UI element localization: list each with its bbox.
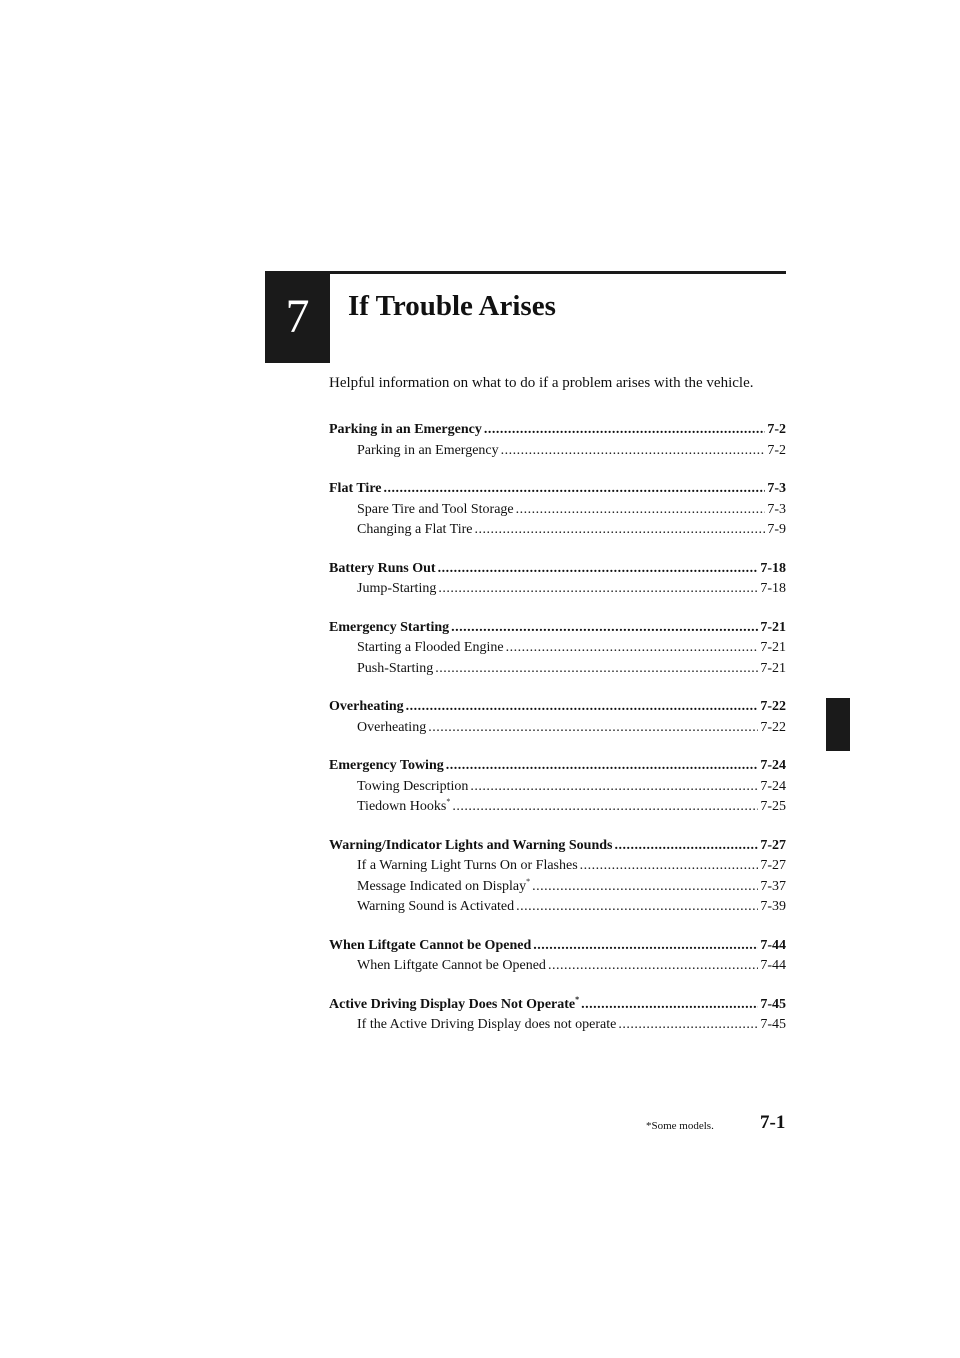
- toc-dot-leader: [452, 797, 758, 817]
- toc-dot-leader: [475, 520, 766, 540]
- toc-entry-title: [357, 897, 514, 917]
- toc-dot-leader: [435, 659, 758, 679]
- toc-dot-leader: [614, 836, 758, 856]
- toc-dot-leader: [548, 956, 758, 976]
- toc-entry-title-text: Warning Sound is Activated: [357, 899, 515, 914]
- toc-section: [329, 995, 786, 1036]
- toc-entry-title: [329, 479, 382, 499]
- toc-section: [329, 936, 786, 977]
- chapter-header-rule: [265, 271, 786, 274]
- toc-entry-title: [357, 638, 504, 658]
- toc-section: [329, 836, 786, 918]
- toc-entry-title-text: Overheating: [357, 719, 427, 735]
- toc-entry-page: 7-24: [760, 758, 786, 773]
- toc-entry-title-text: Tiedown Hooks: [357, 799, 447, 814]
- toc-subsection-entry[interactable]: [329, 856, 786, 877]
- toc-section-entry[interactable]: [329, 995, 786, 1016]
- toc-entry-title-text: Push-Starting: [357, 660, 434, 676]
- toc-entry-page: 7-3: [767, 481, 786, 496]
- toc-subsection-entry[interactable]: [329, 797, 786, 818]
- toc-dot-leader: [516, 897, 758, 917]
- toc-entry-page: 7-45: [760, 996, 786, 1012]
- toc-dot-leader: [438, 579, 758, 599]
- toc-dot-leader: [533, 936, 758, 956]
- toc-entry-page: 7-3: [767, 501, 786, 517]
- toc-section: [329, 756, 786, 818]
- toc-entry-page: 7-2: [767, 442, 786, 458]
- toc-subsection-entry[interactable]: [329, 520, 786, 541]
- toc-entry-page: 7-21: [760, 619, 786, 635]
- toc-entry-page: 7-25: [760, 799, 786, 814]
- toc-entry-title: [357, 856, 578, 876]
- chapter-title: If Trouble Arises: [348, 290, 556, 322]
- toc-entry-title-text: Warning/Indicator Lights and Warning Sounds: [329, 837, 613, 853]
- toc-entry-footnote-marker: *: [446, 797, 451, 806]
- toc-entry-page: 7-44: [760, 958, 786, 973]
- toc-entry-title: [329, 936, 531, 956]
- toc-entry-page: 7-27: [760, 837, 786, 853]
- toc-entry-title-text: Emergency Starting: [329, 619, 450, 635]
- toc-entry-title: [357, 777, 468, 797]
- toc-entry-page: 7-21: [760, 640, 786, 655]
- toc-entry-footnote-marker: *: [526, 876, 531, 886]
- toc-entry-title-text: Battery Runs Out: [329, 560, 436, 576]
- toc-entry-page: 7-18: [760, 581, 786, 596]
- toc-dot-leader: [516, 500, 766, 520]
- toc-dot-leader: [532, 877, 758, 897]
- toc-dot-leader: [501, 441, 766, 461]
- toc-entry-page: 7-37: [760, 878, 786, 894]
- toc-entry-title-text: Changing a Flat Tire: [357, 522, 473, 537]
- toc-subsection-entry[interactable]: [329, 441, 786, 462]
- toc-entry-title-text: Spare Tire and Tool Storage: [357, 501, 514, 517]
- toc-dot-leader: [580, 856, 759, 876]
- toc-subsection-entry[interactable]: [329, 579, 786, 600]
- toc-section-entry[interactable]: [329, 756, 786, 777]
- toc-subsection-entry[interactable]: [329, 500, 786, 521]
- toc-section-entry[interactable]: [329, 936, 786, 957]
- chapter-header: [265, 271, 786, 363]
- toc-entry-title: [357, 797, 450, 817]
- toc-entry-title: [329, 756, 444, 776]
- toc-entry-title: [357, 718, 426, 738]
- toc-entry-title-text: Emergency Towing: [329, 758, 444, 773]
- toc-entry-title: [357, 520, 473, 540]
- toc-entry-page: 7-45: [760, 1017, 786, 1032]
- toc-entry-title: [329, 559, 436, 579]
- toc-entry-title-text: Overheating: [329, 699, 404, 714]
- toc-section-entry[interactable]: [329, 618, 786, 639]
- toc-entry-title-text: Active Driving Display Does Not Operate: [329, 996, 576, 1012]
- toc-section: [329, 697, 786, 738]
- toc-entry-page: 7-39: [760, 899, 786, 914]
- toc-dot-leader: [618, 1015, 758, 1035]
- toc-dot-leader: [384, 479, 766, 499]
- toc-entry-title: [329, 836, 612, 856]
- toc-section-entry[interactable]: [329, 559, 786, 580]
- toc-section: [329, 559, 786, 600]
- chapter-thumb-tab: [826, 698, 850, 751]
- toc-entry-title: [329, 420, 482, 440]
- toc-subsection-entry[interactable]: [329, 956, 786, 977]
- toc-subsection-entry[interactable]: [329, 877, 786, 898]
- toc-entry-title: [329, 618, 449, 638]
- toc-entry-page: 7-9: [767, 522, 786, 537]
- toc-entry-title: [357, 579, 436, 599]
- toc-entry-title: [357, 877, 530, 897]
- page-number: 7-1: [760, 1112, 786, 1133]
- toc-dot-leader: [506, 638, 759, 658]
- toc-section-entry[interactable]: [329, 697, 786, 718]
- toc-entry-footnote-marker: *: [575, 994, 580, 1004]
- toc-entry-title: [357, 659, 433, 679]
- toc-dot-leader: [428, 718, 758, 738]
- footnote: *Some models.: [646, 1120, 714, 1132]
- toc-section-entry[interactable]: [329, 479, 786, 500]
- toc-entry-page: 7-22: [760, 699, 786, 714]
- toc-section: [329, 420, 786, 461]
- toc-dot-leader: [438, 559, 759, 579]
- toc-dot-leader: [446, 756, 759, 776]
- toc-section: [329, 479, 786, 541]
- toc-entry-page: 7-2: [767, 422, 786, 437]
- toc-subsection-entry[interactable]: [329, 777, 786, 798]
- toc-entry-title-text: If the Active Driving Display does not operate: [357, 1017, 617, 1032]
- chapter-intro: Helpful information on what to do if a problem arises with the vehicle.: [329, 375, 754, 391]
- toc-entry-title-text: Starting a Flooded Engine: [357, 640, 504, 655]
- toc-entry-title: [329, 697, 404, 717]
- toc-entry-page: 7-27: [760, 858, 786, 873]
- toc-subsection-entry[interactable]: [329, 659, 786, 680]
- toc-entry-page: 7-22: [760, 719, 786, 735]
- toc-entry-title-text: When Liftgate Cannot be Opened: [357, 958, 546, 973]
- toc-entry-title-text: Flat Tire: [329, 481, 382, 496]
- toc-entry-title-text: Message Indicated on Display: [357, 878, 527, 894]
- toc-section-entry[interactable]: [329, 836, 786, 857]
- toc-entry-title: [329, 995, 579, 1015]
- toc-subsection-entry[interactable]: [329, 638, 786, 659]
- toc-entry-title-text: When Liftgate Cannot be Opened: [329, 937, 532, 953]
- toc-entry-page: 7-24: [760, 778, 786, 794]
- toc-section-entry[interactable]: [329, 420, 786, 441]
- toc-entry-title-text: Jump-Starting: [357, 581, 437, 596]
- toc-entry-title: [357, 956, 546, 976]
- toc-subsection-entry[interactable]: [329, 1015, 786, 1036]
- toc-entry-title-text: Towing Description: [357, 778, 469, 794]
- table-of-contents: [329, 420, 786, 1054]
- toc-dot-leader: [406, 697, 759, 717]
- toc-entry-title-text: If a Warning Light Turns On or Flashes: [357, 858, 578, 873]
- toc-dot-leader: [470, 777, 758, 797]
- toc-section: [329, 618, 786, 680]
- toc-entry-page: 7-18: [760, 560, 786, 576]
- chapter-number: 7: [265, 271, 330, 363]
- toc-entry-title: [357, 500, 514, 520]
- toc-entry-page: 7-44: [760, 937, 786, 953]
- toc-entry-title-text: Parking in an Emergency: [329, 422, 482, 437]
- toc-dot-leader: [484, 420, 765, 440]
- toc-subsection-entry[interactable]: [329, 897, 786, 918]
- toc-dot-leader: [451, 618, 758, 638]
- toc-subsection-entry[interactable]: [329, 718, 786, 739]
- toc-entry-title: [357, 1015, 616, 1035]
- toc-entry-page: 7-21: [760, 660, 786, 676]
- toc-dot-leader: [581, 995, 758, 1015]
- toc-entry-title: [357, 441, 499, 461]
- toc-entry-title-text: Parking in an Emergency: [357, 442, 499, 458]
